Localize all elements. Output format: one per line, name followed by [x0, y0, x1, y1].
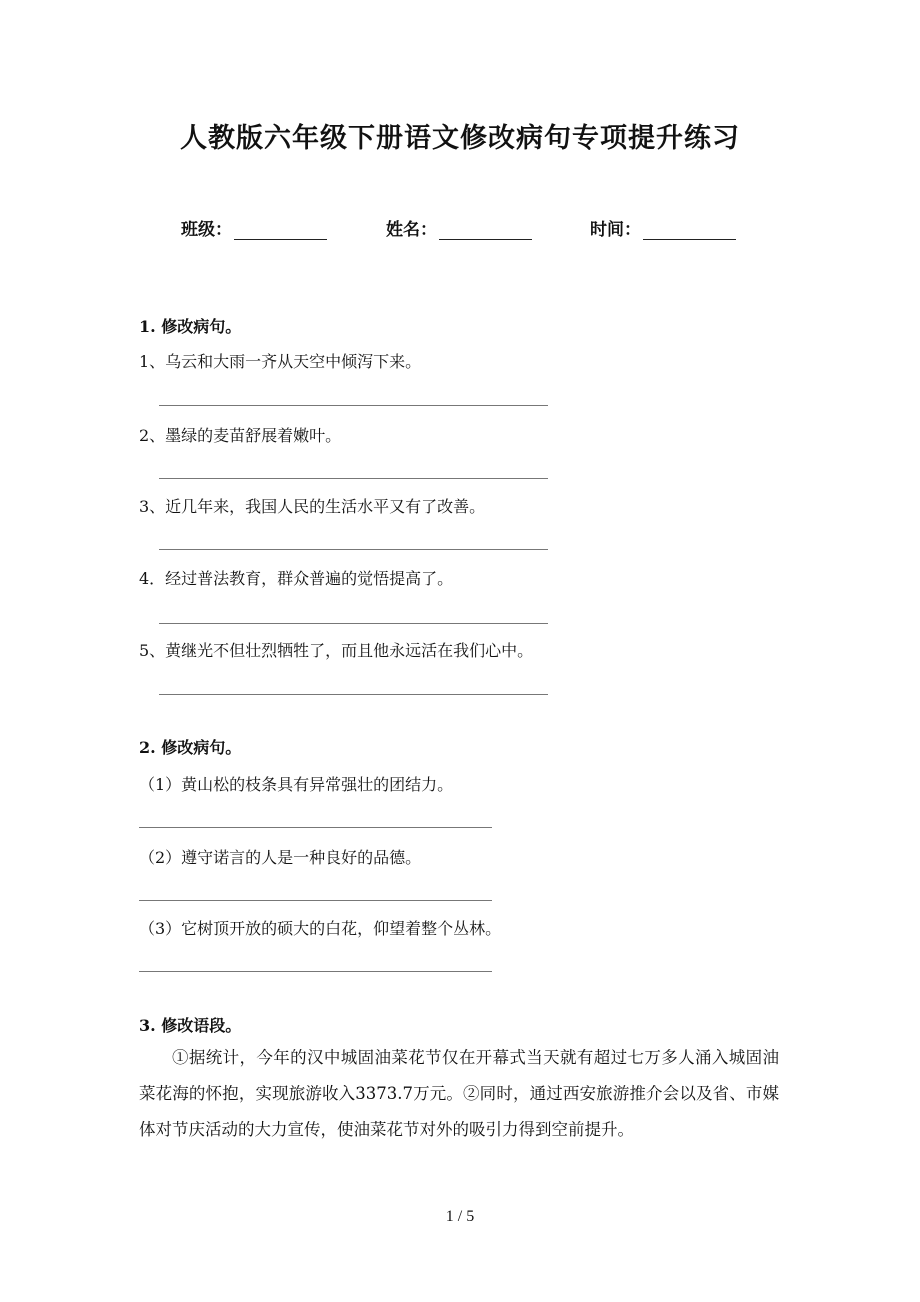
question-item: （1）黄山松的枝条具有异常强壮的团结力。: [139, 775, 454, 794]
time-field: [590, 215, 736, 240]
answer-line[interactable]: [159, 623, 548, 624]
answer-line[interactable]: [159, 478, 548, 479]
answer-line[interactable]: [139, 827, 492, 828]
answer-line[interactable]: [159, 549, 548, 550]
answer-line[interactable]: [139, 971, 492, 972]
class-field: [181, 215, 327, 240]
page-title: 人教版六年级下册语文修改病句专项提升练习: [180, 123, 740, 154]
page-number: 1 / 5: [445, 1208, 475, 1225]
question-item: （3）它树顶开放的硕大的白花，仰望着整个丛林。: [139, 919, 502, 938]
question-item: 2、墨绿的麦苗舒展着嫩叶。: [139, 426, 342, 445]
name-label: 姓名：: [386, 220, 437, 240]
question-item: 4．经过普法教育，群众普遍的觉悟提高了。: [139, 569, 454, 588]
class-label: 班级：: [181, 220, 232, 240]
question-item: 1、乌云和大雨一齐从天空中倾泻下来。: [139, 352, 422, 371]
time-label: 时间：: [590, 220, 641, 240]
question-item: 3、近几年来，我国人民的生活水平又有了改善。: [139, 497, 486, 516]
section-3-heading: 3. 修改语段。: [139, 1016, 242, 1035]
question-item: （2）遵守诺言的人是一种良好的品德。: [139, 848, 422, 867]
answer-line[interactable]: [159, 405, 548, 406]
section-2-heading: 2. 修改病句。: [139, 738, 242, 757]
section-1-heading: 1. 修改病句。: [139, 317, 242, 336]
answer-line[interactable]: [139, 900, 492, 901]
name-blank[interactable]: [439, 221, 532, 240]
paragraph-text: ①据统计，今年的汉中城固油菜花节仅在开幕式当天就有超过七万多人涌入城固油菜花海的怀抱，实现旅游收入3373.7万元。②同时，通过西安旅游推介会以及省、市媒体对节庆活动的大力宣传，使油菜花节对外的吸引力得到空前提升。: [139, 1048, 779, 1139]
time-blank[interactable]: [643, 221, 736, 240]
class-blank[interactable]: [234, 221, 327, 240]
question-item: 5、黄继光不但壮烈牺牲了，而且他永远活在我们心中。: [139, 641, 534, 660]
name-field: [386, 215, 532, 240]
answer-line[interactable]: [159, 694, 548, 695]
